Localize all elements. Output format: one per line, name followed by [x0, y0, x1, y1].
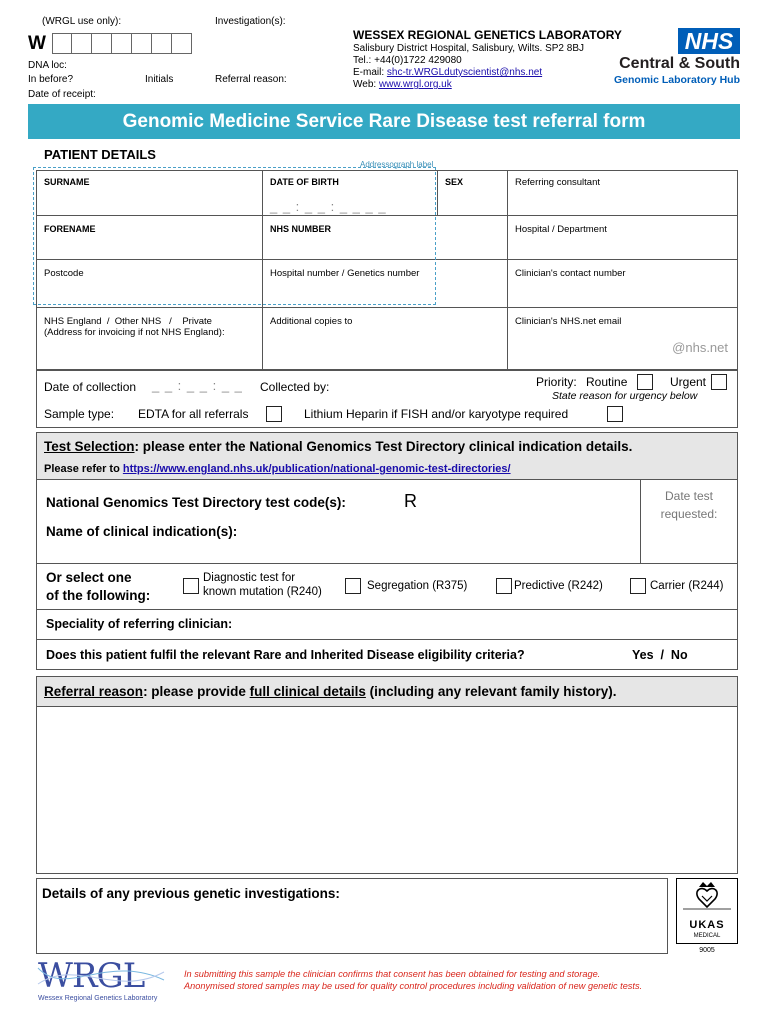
invoice-address-label: (Address for invoicing if not NHS England):	[44, 327, 225, 338]
lab-web-link[interactable]: www.wrgl.org.uk	[378, 79, 452, 90]
lab-tel: Tel.: +44(0)1722 429080	[353, 55, 462, 66]
clinician-email-label: Clinician's NHS.net email	[515, 316, 622, 327]
ukas-crown-icon	[677, 879, 737, 919]
lab-email-row	[353, 67, 542, 78]
date-requested-divider	[640, 479, 641, 563]
investigations-label: Investigation(s):	[215, 16, 286, 27]
lithium-checkbox[interactable]	[607, 406, 623, 422]
urgent-checkbox[interactable]	[711, 374, 727, 390]
addressograph-label: Addressograph label	[360, 160, 434, 169]
wrgl-use-label: (WRGL use only):	[42, 16, 122, 27]
patient-section-title: PATIENT DETAILS	[44, 147, 156, 162]
urgent-label: Urgent	[670, 375, 707, 389]
segregation-checkbox[interactable]	[345, 578, 361, 594]
date-collection-label: Date of collection	[44, 380, 137, 394]
ukas-name: UKAS	[689, 919, 725, 931]
w-digit-box[interactable]	[172, 33, 192, 54]
w-digit-box[interactable]	[112, 33, 132, 54]
test-selection-heading-u: Test Selection	[44, 439, 135, 454]
or-select-line2: of the following:	[46, 588, 151, 603]
initials-label: Initials	[145, 74, 174, 85]
test-row-divider	[36, 563, 738, 564]
routine-label: Routine	[586, 375, 628, 389]
dna-loc-label: DNA loc:	[28, 60, 67, 71]
edta-checkbox[interactable]	[266, 406, 282, 422]
test-row-divider	[36, 639, 738, 640]
referral-heading	[44, 684, 616, 699]
dob-label: DATE OF BIRTH	[270, 177, 339, 187]
test-code-label: National Genomics Test Directory test code(s):	[46, 495, 346, 510]
diagnostic-checkbox[interactable]	[183, 578, 199, 594]
diagnostic-line2: known mutation (R240)	[203, 586, 322, 598]
referring-consultant-label: Referring consultant	[515, 177, 601, 188]
addressograph-area	[33, 167, 436, 305]
lab-web-row	[353, 79, 452, 90]
test-code-r-prefix[interactable]: R	[404, 491, 417, 511]
collected-by-label: Collected by:	[260, 380, 330, 394]
w-prefix: W	[28, 33, 46, 54]
in-before-label: In before?	[28, 74, 74, 85]
lab-email-link[interactable]: shc-tr.WRGLdutyscientist@nhs.net	[386, 67, 543, 78]
referral-heading-u: Referral reason	[44, 684, 144, 699]
additional-copies-label: Additional copies to	[270, 316, 353, 327]
lab-web-label: Web:	[353, 79, 379, 90]
w-digit-box[interactable]	[52, 33, 72, 54]
urgency-note: State reason for urgency below	[552, 390, 698, 402]
consent-statement-1: In submitting this sample the clinician confirms that consent has been obtained for testing and storage.	[184, 969, 601, 979]
hub-subtitle: Genomic Laboratory Hub	[613, 74, 740, 86]
refer-label: Please refer to	[44, 463, 123, 475]
surname-label: SURNAME	[44, 177, 90, 187]
segregation-label: Segregation (R375)	[367, 580, 468, 592]
carrier-label: Carrier (R244)	[650, 580, 724, 592]
wrgl-logo: WRGL	[38, 956, 145, 996]
or-select-line1: Or select one	[46, 570, 132, 585]
hospital-number-label: Hospital number / Genetics number	[270, 268, 420, 279]
nhs-type-label: NHS England / Other NHS / Private	[44, 316, 212, 327]
test-row-divider	[36, 479, 738, 480]
diagnostic-line1: Diagnostic test for	[203, 572, 296, 584]
predictive-label: Predictive (R242)	[514, 580, 603, 592]
indication-label: Name of clinical indication(s):	[46, 524, 238, 539]
wrgl-logo-swirl-icon	[36, 958, 166, 998]
referral-heading-u2: full clinical details	[249, 684, 366, 699]
test-selection-heading	[44, 439, 632, 454]
carrier-checkbox[interactable]	[630, 578, 646, 594]
test-row-divider	[36, 609, 738, 610]
w-digit-box[interactable]	[152, 33, 172, 54]
priority-label: Priority:	[536, 375, 577, 389]
patient-col-divider	[507, 170, 508, 370]
ukas-badge	[676, 878, 738, 944]
lab-address: Salisbury District Hospital, Salisbury, Wilts. SP2 8BJ	[353, 43, 584, 54]
test-selection-heading-rest: : please enter the National Genomics Test Directory clinical indication details.	[134, 439, 633, 454]
dob-field[interactable]: _ _ : _ _ : _ _ _ _	[270, 199, 387, 214]
patient-col-divider	[437, 170, 438, 215]
edta-label: EDTA for all referrals	[138, 407, 249, 421]
speciality-label: Speciality of referring clinician:	[46, 617, 233, 631]
patient-row-divider	[36, 307, 738, 308]
clinician-contact-label: Clinician's contact number	[515, 268, 626, 279]
eligibility-yes-no[interactable]: Yes / No	[632, 648, 688, 662]
refer-row	[44, 463, 511, 475]
nhs-logo: NHS	[678, 28, 740, 54]
wrgl-logo-subtitle: Wessex Regional Genetics Laboratory	[38, 995, 158, 1002]
hub-name: Central & South	[619, 55, 740, 72]
previous-investigations-label: Details of any previous genetic investigations:	[42, 886, 340, 901]
date-receipt-label: Date of receipt:	[28, 89, 96, 100]
ukas-medical: MEDICAL	[693, 933, 721, 939]
lab-name: WESSEX REGIONAL GENETICS LABORATORY	[353, 28, 622, 42]
email-suffix: @nhs.net	[672, 340, 728, 355]
predictive-checkbox[interactable]	[496, 578, 512, 594]
routine-checkbox[interactable]	[637, 374, 653, 390]
w-digit-box[interactable]	[72, 33, 92, 54]
w-digit-box[interactable]	[132, 33, 152, 54]
referral-heading-end: (including any relevant family history).	[365, 684, 617, 699]
postcode-label: Postcode	[44, 268, 84, 279]
test-directory-link[interactable]: https://www.england.nhs.uk/publication/national-genomic-test-directories/	[122, 463, 511, 475]
eligibility-question: Does this patient fulfil the relevant Rare and Inherited Disease eligibility criteria?	[46, 648, 525, 662]
form-title: Genomic Medicine Service Rare Disease test referral form	[28, 104, 740, 139]
date-collection-field[interactable]: _ _ : _ _ : _ _	[152, 378, 243, 393]
lab-email-label: E-mail:	[353, 67, 387, 78]
nhs-number-label: NHS NUMBER	[270, 224, 332, 234]
referral-reason-label: Referral reason:	[215, 74, 287, 85]
hospital-department-label: Hospital / Department	[515, 224, 607, 235]
referral-heading-mid: : please provide	[143, 684, 250, 699]
sample-type-label: Sample type:	[44, 407, 115, 421]
w-digit-box[interactable]	[92, 33, 112, 54]
lithium-label: Lithium Heparin if FISH and/or karyotype required	[304, 407, 569, 421]
ukas-number: 9005	[699, 947, 715, 954]
date-requested-label: Date test requested:	[660, 489, 718, 521]
forename-label: FORENAME	[44, 224, 96, 234]
sex-label: SEX	[445, 177, 464, 187]
referral-divider	[36, 706, 738, 707]
consent-statement-2: Anonymised stored samples may be used for quality control procedures including validation of new genetic tests.	[184, 981, 643, 991]
